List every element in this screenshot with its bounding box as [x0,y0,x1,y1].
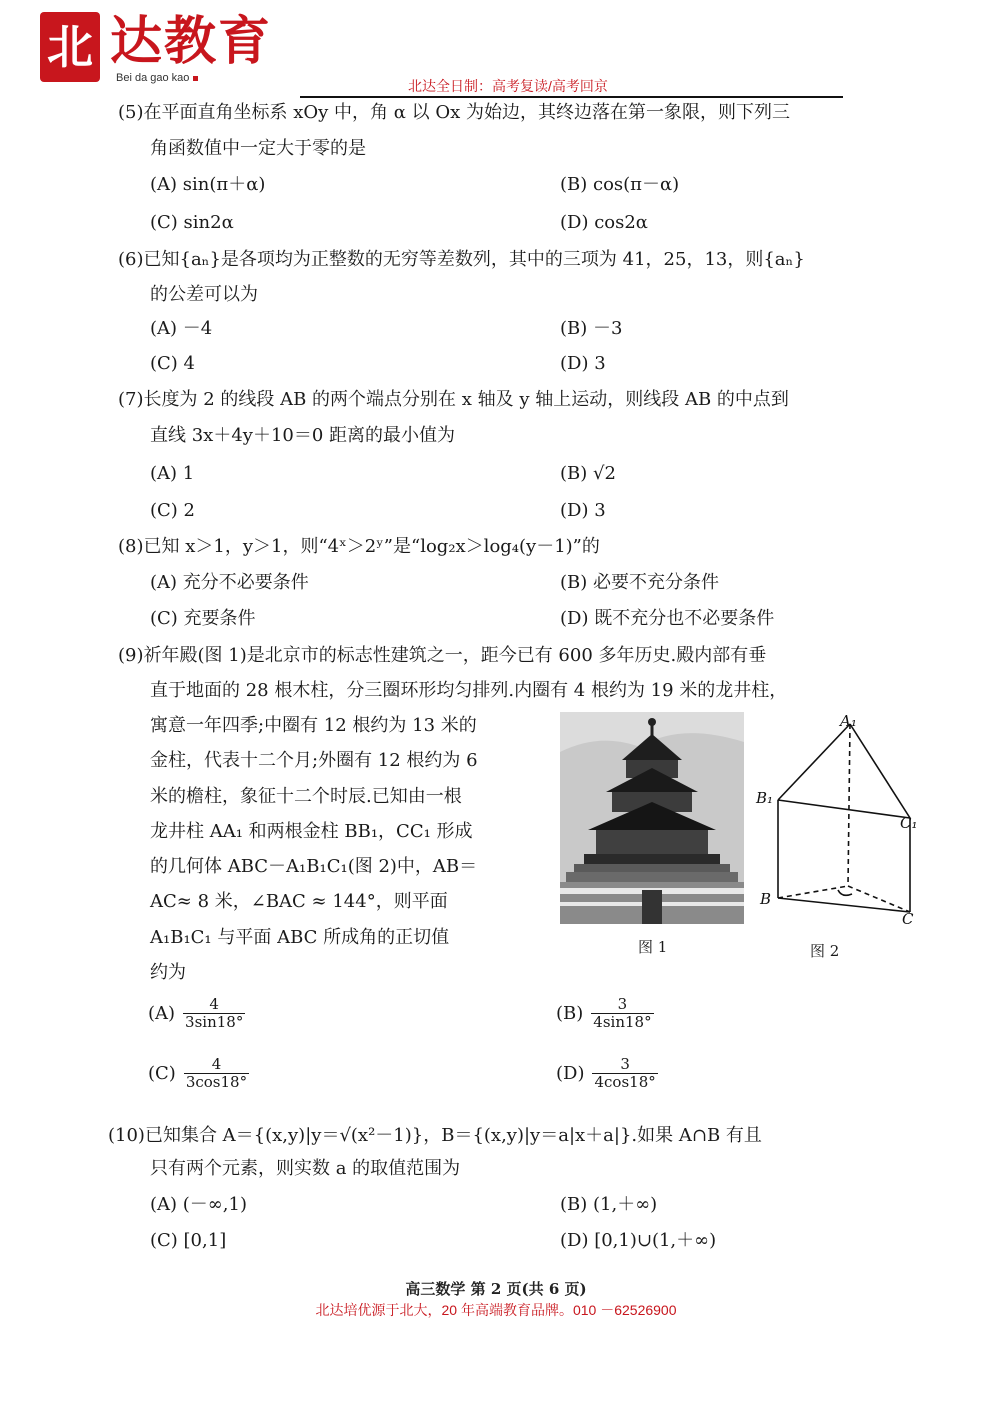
q9-para-line: 金柱，代表十二个月;外圈有 12 根约为 6 [150,750,478,772]
q9-stem-line1: (9)祈年殿(图 1)是北京市的标志性建筑之一，距今已有 600 多年历史.殿内部有垂 [118,645,767,666]
label-c: C [902,910,914,928]
q7-option-b: (B) √2 [560,463,616,484]
footer-slogan: 北达培优源于北大，20 年高端教育品牌。010 －62526900 [315,1302,677,1318]
q8-option-a: (A) 充分不必要条件 [150,572,309,593]
q9-para-line: 的几何体 ABC－A₁B₁C₁(图 2)中，AB＝ [150,856,478,878]
header-divider [300,96,843,98]
q10-option-d: (D) [0,1)∪(1,＋∞) [560,1230,717,1251]
q10-option-a: (A) (－∞,1) [150,1194,247,1215]
q9-paragraph [150,708,540,990]
q7-stem-line1: (7)长度为 2 的线段 AB 的两个端点分别在 x 轴及 y 轴上运动，则线段 AB 的中点到 [118,389,789,410]
fraction: $\frac{3}{4\cos 18^\circ}$ [594,1055,656,1091]
q10-option-b: (B) (1,＋∞) [560,1194,658,1215]
fraction: $\frac{4}{3\cos 18^\circ}$ [185,1055,248,1091]
q9-para-line: 约为 [150,962,186,984]
q6-option-d: (D) 3 [560,353,606,374]
label-b: B [760,890,772,908]
q8-option-d: (D) 既不充分也不必要条件 [560,608,775,629]
logo-mark: 北 [40,12,100,82]
q9-option-d: (D) $\frac{3}{4\cos 18^\circ}$ [556,1055,656,1091]
logo-subtitle: Bei da gao kao [116,72,198,84]
q7-option-a: (A) 1 [150,463,195,484]
q6-option-b: (B) －3 [560,318,623,339]
q6-stem-line1: (6)已知{aₙ}是各项均为正整数的无穷等差数列，其中的三项为 41，25，13，则{aₙ} [118,249,805,270]
q5-option-d: (D) cos2α [560,212,648,233]
q9-option-c: (C) $\frac{4}{3\cos 18^\circ}$ [148,1055,248,1091]
q9-stem-line2: 直于地面的 28 根木柱，分三圈环形均匀排列.内圈有 4 根约为 19 米的龙井柱， [150,680,788,701]
q5-stem-line2: 角函数值中一定大于零的是 [150,138,366,159]
figure2-caption: 图 2 [810,942,840,960]
q6-option-a: (A) －4 [150,318,213,339]
q7-option-d: (D) 3 [560,500,606,521]
q9-para-line: 寓意一年四季;中圈有 12 根约为 13 米的 [150,715,477,736]
q8-option-c: (C) 充要条件 [150,608,256,629]
q6-option-c: (C) 4 [150,353,195,374]
q8-option-b: (B) 必要不充分条件 [560,572,719,593]
q10-option-c: (C) [0,1] [150,1230,227,1251]
q5-stem-line1: (5)在平面直角坐标系 xOy 中，角 α 以 Ox 为始边，其终边落在第一象限，则下列三 [118,102,790,123]
q9-para-line: AC≈ 8 米，∠BAC ≈ 144°，则平面 [150,891,448,913]
header-slogan: 北达全日制：高考复读/高考回京 [408,78,608,94]
temple-photo [560,712,744,924]
q5-option-a: (A) sin(π＋α) [150,174,266,195]
figure1-caption: 图 1 [638,938,668,956]
q9-para-line: A₁B₁C₁ 与平面 ABC 所成角的正切值 [150,926,450,948]
q9-option-b: (B) $\frac{3}{4\sin 18^\circ}$ [556,995,652,1031]
q5-option-b: (B) cos(π－α) [560,174,680,195]
q7-option-c: (C) 2 [150,500,195,521]
q9-para-line: 米的檐柱，象征十二个时辰.已知由一根 [150,785,462,807]
label-b1: B₁ [756,789,774,807]
q9-option-a: (A) $\frac{4}{3\sin 18^\circ}$ [148,995,244,1031]
q8-stem-line1: (8)已知 x＞1，y＞1，则“4ˣ＞2ʸ”是“log₂x＞log₄(y－1)”的 [118,536,600,557]
temple-illustration [560,712,744,924]
q9-para-line: 龙井柱 AA₁ 和两根金柱 BB₁，CC₁ 形成 [150,820,473,842]
fraction: $\frac{4}{3\sin 18^\circ}$ [185,995,244,1031]
label-a1: A₁ [840,712,857,730]
figure2-diagram [750,708,930,938]
prism-diagram [750,708,930,938]
page-number: 高三数学 第 2 页(共 6 页) [405,1280,587,1298]
logo-text: 达教育 [110,11,273,72]
q10-stem-line1: (10)已知集合 A＝{(x,y)|y＝√(x²－1)}，B＝{(x,y)|y＝a|x＋a|}.如果 A∩B 有且 [108,1125,762,1146]
fraction: $\frac{3}{4\sin 18^\circ}$ [593,995,652,1031]
q6-stem-line2: 的公差可以为 [150,284,258,305]
q10-stem-line2: 只有两个元素，则实数 a 的取值范围为 [150,1158,461,1179]
q7-stem-line2: 直线 3x＋4y＋10＝0 距离的最小值为 [150,425,456,446]
label-c1: C₁ [900,814,918,832]
q5-option-c: (C) sin2α [150,212,234,233]
